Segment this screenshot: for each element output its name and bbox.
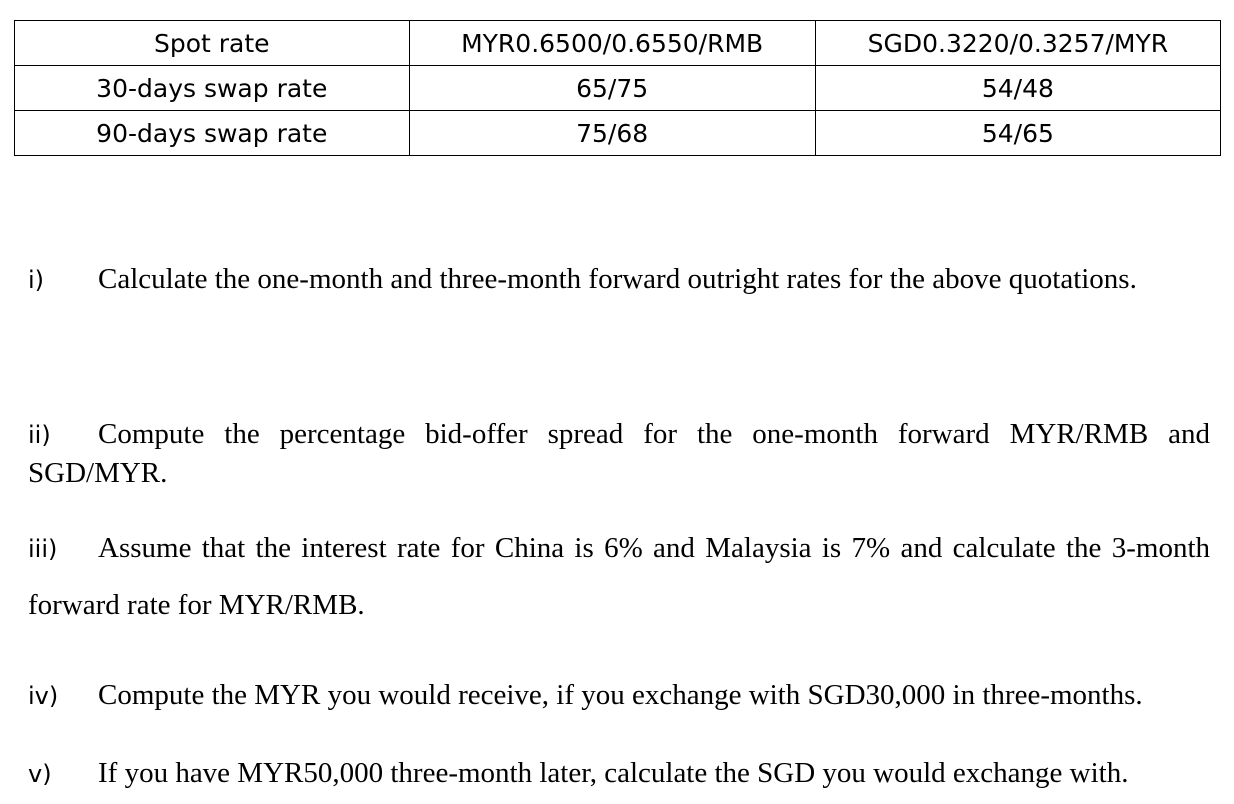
table-cell: MYR0.6500/0.6550/RMB — [409, 21, 815, 66]
question-text: Compute the percentage bid-offer spread for the one-month forward MYR/RMB and SGD/MYR. — [28, 418, 1210, 489]
exchange-rate-table — [14, 20, 1221, 156]
table-cell: 54/48 — [815, 66, 1220, 111]
question-number: ii) — [28, 421, 51, 449]
question-text: Calculate the one-month and three-month forward outright rates for the above quotations. — [98, 263, 1137, 295]
table-row — [15, 111, 1221, 156]
question-number: iii) — [28, 535, 58, 563]
table-cell: Spot rate — [15, 21, 410, 66]
table-cell: SGD0.3220/0.3257/MYR — [815, 21, 1220, 66]
question-number: i) — [28, 266, 45, 294]
table-cell: 75/68 — [409, 111, 815, 156]
question-iv — [28, 676, 1210, 715]
question-i — [28, 260, 1210, 299]
question-ii — [28, 415, 1210, 492]
table-cell: 30-days swap rate — [15, 66, 410, 111]
table-cell: 54/65 — [815, 111, 1220, 156]
question-v — [28, 754, 1210, 793]
question-number: iv) — [28, 682, 59, 710]
table-cell: 65/75 — [409, 66, 815, 111]
question-text: Compute the MYR you would receive, if you exchange with SGD30,000 in three-months. — [98, 679, 1143, 711]
question-text: Assume that the interest rate for China is 6% and Malaysia is 7% and calculate the 3-month forward rate for MYR/RMB. — [28, 532, 1210, 621]
table-row — [15, 21, 1221, 66]
question-iii — [28, 520, 1210, 633]
question-text: If you have MYR50,000 three-month later, calculate the SGD you would exchange with. — [98, 757, 1129, 789]
question-number: v) — [28, 760, 52, 788]
table-cell: 90-days swap rate — [15, 111, 410, 156]
table-row — [15, 66, 1221, 111]
